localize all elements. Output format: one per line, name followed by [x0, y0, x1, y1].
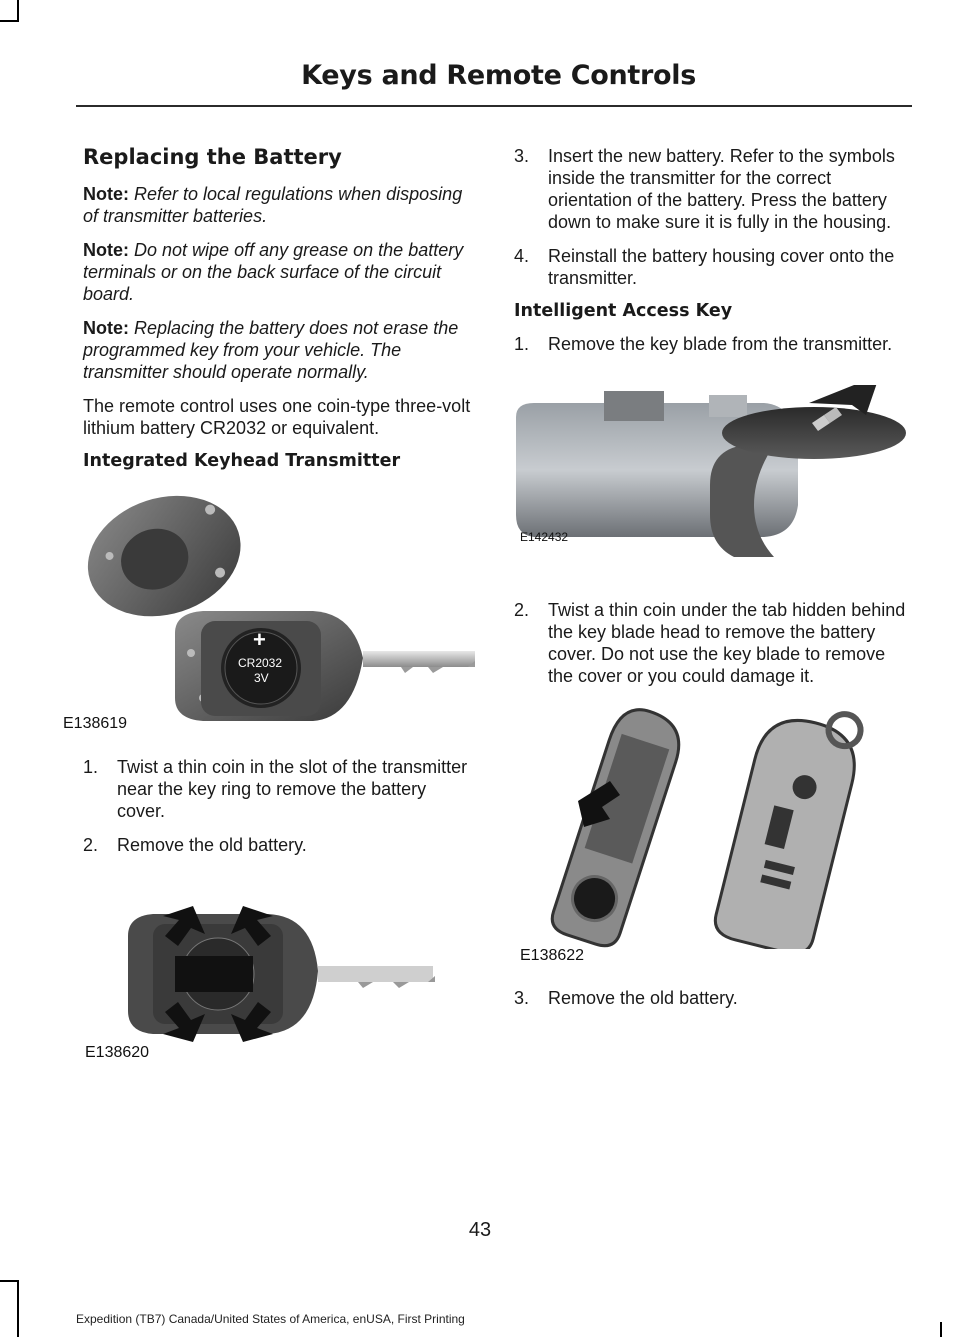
right-column: [514, 145, 910, 1021]
note-text: Refer to local regulations when disposing of transmitter batteries.: [83, 184, 463, 226]
note: [83, 317, 475, 383]
figure-code: E142432: [520, 530, 569, 544]
crop-mark: [0, 20, 19, 22]
note-text: Replacing the battery does not erase the programmed key from your vehicle. The transmitter should operate normally.: [83, 318, 459, 382]
battery-cover-illustration: [514, 699, 910, 949]
header-rule: [76, 105, 912, 107]
note-label: Note:: [83, 240, 129, 260]
crop-mark: [0, 1280, 19, 1282]
crop-mark: [17, 1280, 19, 1337]
step-text: Twist a thin coin under the tab hidden behind the key blade head to remove the battery cover. Do not use the key blade to remove the cover or you could damage it.: [548, 600, 906, 686]
keyhead-transmitter-figure: [63, 483, 475, 738]
step-text: Remove the old battery.: [117, 835, 307, 855]
subheading: Integrated Keyhead Transmitter: [83, 451, 401, 471]
step-text: Insert the new battery. Refer to the symbols inside the transmitter for the correct orientation of the battery. Press the battery down to make sure it is fully in the housing.: [548, 146, 895, 232]
battery-cover-figure: [514, 699, 910, 969]
list-item: [83, 834, 475, 856]
step-number: 1.: [83, 757, 99, 777]
figure-code: E138622: [520, 947, 585, 964]
list-item: [514, 333, 910, 355]
steps-list: [514, 599, 910, 687]
battery-plus-symbol: +: [253, 627, 266, 652]
page-number: 43: [468, 1219, 492, 1241]
note: [83, 183, 475, 227]
step-text: Remove the old battery.: [548, 988, 738, 1008]
note-label: Note:: [83, 318, 129, 338]
step-number: 3.: [514, 988, 530, 1008]
subheading: Intelligent Access Key: [514, 301, 733, 321]
note-text: Do not wipe off any grease on the battery terminals or on the back surface of the circuit board.: [83, 240, 464, 304]
step-number: 1.: [514, 334, 530, 354]
figure-code: E138619: [63, 715, 128, 732]
crop-mark: [940, 1322, 942, 1337]
step-text: Twist a thin coin in the slot of the transmitter near the key ring to remove the battery cover.: [117, 757, 468, 821]
step-number: 2.: [83, 835, 99, 855]
body-paragraph: The remote control uses one coin-type three-volt lithium battery CR2032 or equivalent.: [83, 396, 471, 438]
note: [83, 239, 475, 305]
list-item: [83, 756, 475, 822]
left-column: [63, 145, 475, 1084]
steps-list: [514, 333, 910, 355]
section-heading: Replacing the Battery: [83, 145, 342, 169]
list-item: [514, 599, 910, 687]
note-label: Note:: [83, 184, 129, 204]
battery-removal-illustration: [83, 876, 475, 1066]
battery-removal-figure: [83, 876, 475, 1066]
step-text: Remove the key blade from the transmitter.: [548, 334, 893, 354]
steps-list: [514, 145, 910, 289]
page-header-title: Keys and Remote Controls: [301, 60, 696, 91]
step-number: 2.: [514, 600, 530, 620]
figure-code: E138620: [85, 1044, 150, 1061]
step-number: 3.: [514, 146, 530, 166]
list-item: [514, 987, 910, 1009]
steps-list: [514, 987, 910, 1009]
list-item: [514, 145, 910, 233]
keyhead-transmitter-illustration: [83, 483, 475, 738]
step-text: Reinstall the battery housing cover onto the transmitter.: [548, 246, 895, 288]
battery-type-label: CR2032: [238, 656, 283, 670]
page-footer: Expedition (TB7) Canada/United States of America, enUSA, First Printing: [76, 1312, 465, 1326]
crop-mark: [17, 0, 19, 22]
step-number: 4.: [514, 246, 530, 266]
battery-voltage-label: 3V: [254, 671, 269, 685]
steps-list: [83, 756, 475, 856]
list-item: [514, 245, 910, 289]
intelligent-access-key-figure: [514, 385, 910, 621]
intelligent-access-key-illustration: [514, 385, 910, 610]
